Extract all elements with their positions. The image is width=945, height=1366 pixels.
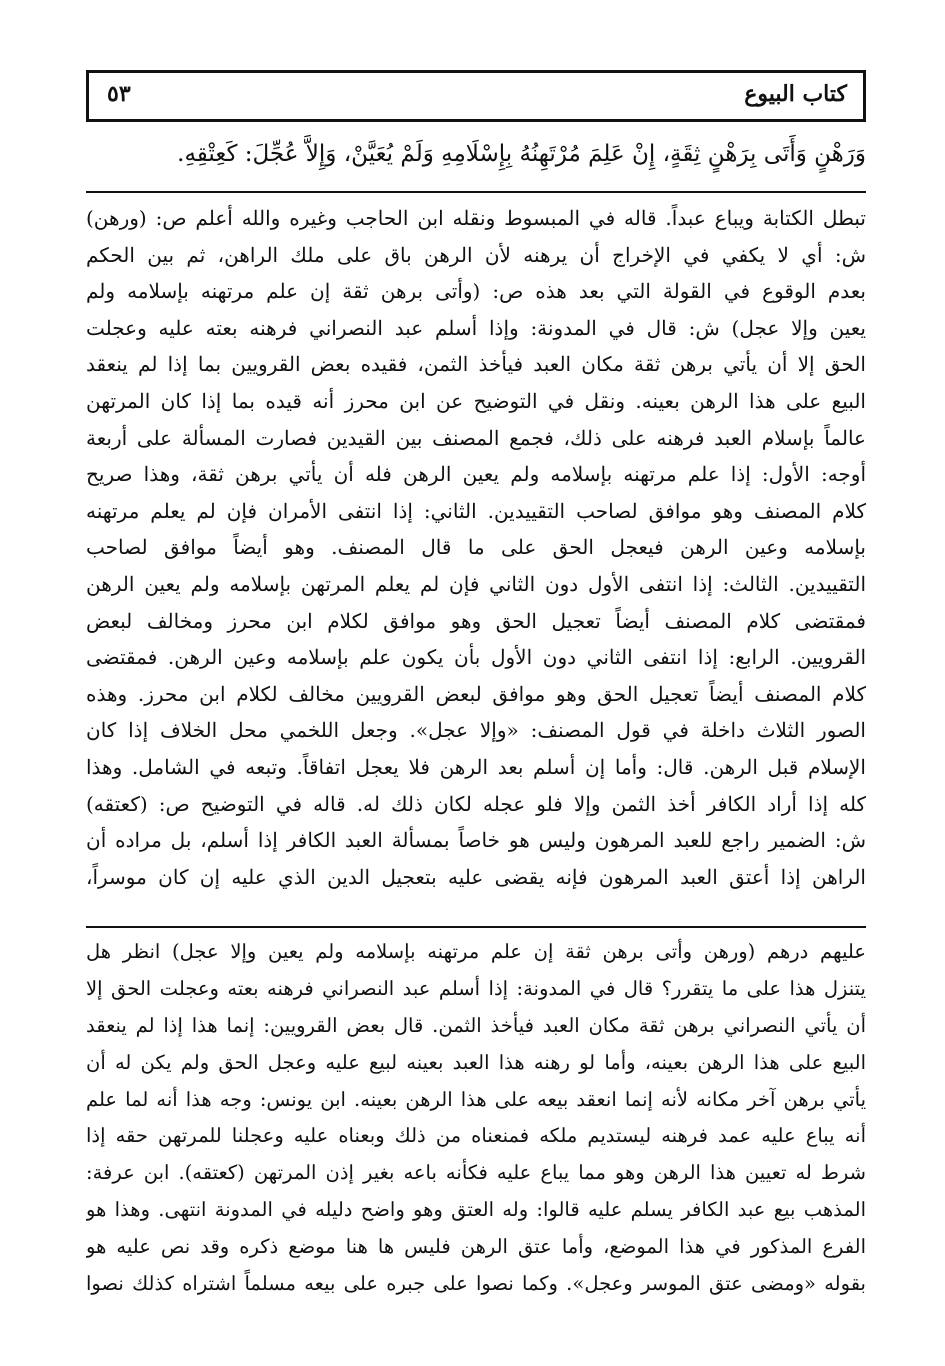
note-line: بقوله «ومضى عتق الموسر وعجل». وكما نصوا على جبره على بيعه مسلماً اشتراه كذلك نصوا xyxy=(86,1272,866,1296)
text-line: ش: أي لا يكفي في الإخراج أن يرهنه لأن الرهن باق على ملك الراهن، ثم بين الحكم xyxy=(86,242,866,267)
text-line: القرويين. الرابع: إذا انتفى الثاني دون الأول بأن يكون علم بإسلامه وعين الرهن. فمقتضى xyxy=(86,645,866,670)
chapter-title: كتاب البيوع xyxy=(744,81,847,107)
text-line: الصور الثلاث داخلة في قول المصنف: «وإلا عجل». وجعل اللخمي محل الخلاف إذا كان xyxy=(86,718,866,743)
text-line: كلام المصنف أيضاً تعجيل الحق وهو موافق لبعض القرويين مخالف لكلام ابن محرز. وهذه xyxy=(86,681,866,706)
running-header xyxy=(86,70,866,122)
commentary-text xyxy=(86,200,866,895)
margin-notes-text xyxy=(86,934,866,1303)
text-line: يعين وإلا عجل) ش: قال في المدونة: وإذا أسلم عبد النصراني فرهنه بعته عليه وعجلت xyxy=(86,315,866,340)
text-line: عالماً بإسلام العبد فرهنه على ذلك، فجمع المصنف بين القيدين فصارت المسألة على أربعة xyxy=(86,425,866,450)
text-line: تبطل الكتابة ويباع عبداً. قاله في المبسوط ونقله ابن الحاجب وغيره والله أعلم ص: (ورهن) xyxy=(86,206,866,230)
matn-verse: وَرَهْنٍ وَأَتَى بِرَهْنٍ ثِقَةٍ، إِنْ عَلِمَ مُرْتَهِنُهُ بِإِسْلَامِهِ وَلَمْ يُعَيَّنْ، وَإِلاَّ عُجِّلَ: كَعِتْقِهِ. xyxy=(177,141,866,167)
footnote-divider xyxy=(86,926,866,928)
note-line: أن يأتي النصراني برهن ثقة مكان العبد فيأخذ الثمن. قال بعض القرويين: إنما هذا إذا لم ينعقد xyxy=(86,1013,866,1037)
note-line: شرط له تعيين هذا الرهن وهو مما يباع عليه فكأنه باعه بغير إذن المرتهن (كعتقه). ابن عرفة: xyxy=(86,1161,866,1185)
text-line: كله إذا أراد الكافر أخذ الثمن وإلا فلو عجله لكان ذلك له. قاله في التوضيح ص: (كعتقه) xyxy=(86,791,866,816)
text-line: البيع على هذا الرهن بعينه. ونقل في التوضيح عن ابن محرز أنه قيده بما إذا كان المرتهن xyxy=(86,388,866,413)
text-line: بعدم الوقوع في القولة التي بعد هذه ص: (وأتى برهن ثقة إن علم مرتهنه بإسلامه ولم xyxy=(86,279,866,304)
text-line: فمقتضى كلام المصنف أيضاً تعجيل الحق وهو موافق لكلام ابن محرز ومخالف لبعض xyxy=(86,608,866,633)
note-line: يتنزل هذا على ما يتقرر؟ قال في المدونة: إذا أسلم عبد النصراني فرهنه بعته وعجلت الحق إلا xyxy=(86,976,866,1000)
text-line: ش: الضمير راجع للعبد المرهون وليس هو خاصاً بمسألة العبد الكافر إذا أسلم، بل مراده أن xyxy=(86,828,866,853)
text-line: كلام المصنف وهو موافق لصاحب التقييدين. الثاني: إذا انتفى الأمران فإن لم يعلم مرتهنه xyxy=(86,498,866,523)
note-line: عليهم درهم (ورهن وأتى برهن ثقة إن علم مرتهنه بإسلامه ولم يعين وإلا عجل) انظر هل xyxy=(86,940,866,963)
note-line: أنه يباع عليه عمد فرهنه ليستديم ملكه فمنعناه من ذلك وبعناه عليه وعجلنا للمرتهن حقه إذا xyxy=(86,1124,866,1148)
note-line: البيع على هذا الرهن بعينه، وأما لو رهنه هذا العبد بعينه لبيع عليه وعجل الحق ولم يكن له أن xyxy=(86,1050,866,1074)
note-line: الفرع المذكور في هذا الموضع، وأما عتق الرهن فليس ها هنا موضع ذكره وقد نص عليه هو xyxy=(86,1235,866,1259)
note-line: يأتي برهن آخر مكانه لأنه إنما انعقد بيعه على هذا الرهن بعينه. ابن يونس: وجه هذا أنه لما علم xyxy=(86,1087,866,1111)
text-line: التقييدين. الثالث: إذا انتفى الأول دون الثاني فإن لم يعلم المرتهن بإسلامه ولم يعين الرهن xyxy=(86,571,866,596)
text-line: الراهن إذا أعتق العبد المرهون فإنه يقضى عليه بتعجيل الدين الذي عليه إن كان موسراً، xyxy=(86,864,866,889)
top-divider xyxy=(86,191,866,193)
text-line: الحق إلا أن يأتي برهن ثقة مكان العبد فيأخذ الثمن، فقيده بعض القرويين بما إذا لم ينعقد xyxy=(86,352,866,377)
text-line: الإسلام قبل الرهن. قال: وأما إن أسلم بعد الرهن فلا يعجل اتفاقاً. وتبعه في الشامل. وهذا xyxy=(86,754,866,779)
text-line: بإسلامه وعين الرهن فيعجل الحق على ما قال المصنف. وهو أيضاً موافق لصاحب xyxy=(86,535,866,560)
text-line: أوجه: الأول: إذا علم مرتهنه بإسلامه ولم يعين الرهن فله أن يأتي برهن ثقة، وهذا صريح xyxy=(86,462,866,487)
page-number: ٥٣ xyxy=(107,81,131,107)
note-line: المذهب بيع عبد الكافر يسلم عليه قالوا: وله العتق وهو واضح دليله في المدونة انتهى. وهذا هو xyxy=(86,1198,866,1222)
